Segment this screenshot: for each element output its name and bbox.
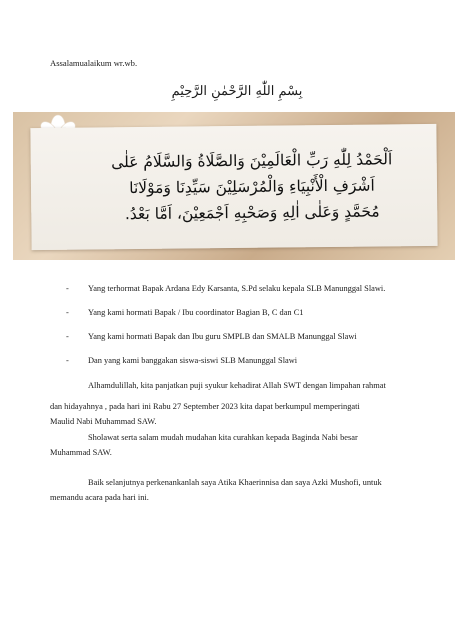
list-item-text: Yang kami hormati Bapak dan Ibu guru SMPLB dan SMALB Manunggal Slawi [88,332,357,341]
list-dash: - [66,332,69,341]
basmalah: بِسْمِ اللّٰهِ الرَّحْمٰنِ الرَّحِيْمِ [171,84,303,99]
arabic-line-1: اَلْحَمْدُ لِلّٰهِ رَبِّ الْعَالَمِيْنَ وَالصَّلَاةُ وَالسَّلَامُ عَلٰى [111,150,393,172]
list-dash: - [66,284,69,293]
paragraph-2-line-2: Muhammad SAW. [50,448,112,457]
arabic-line-3: مُحَمَّدٍ وَعَلٰى اٰلِهِ وَصَحْبِهِ اَجْمَعِيْنَ، اَمَّا بَعْدُ. [124,202,380,224]
list-dash: - [66,308,69,317]
paragraph-1-line-3: Maulid Nabi Muhammad SAW. [50,417,157,426]
arabic-banner [13,112,455,260]
paragraph-3-line-1: Baik selanjutnya perkenankanlah saya Atika Khaerinnisa dan saya Azki Mushofi, untuk [88,478,382,487]
arabic-text [59,146,446,228]
paper-card [30,124,437,250]
list-dash: - [66,356,69,365]
list-item-text: Dan yang kami banggakan siswa-siswi SLB Manunggal Slawi [88,356,298,365]
paragraph-1-line-1: Alhamdulillah, kita panjatkan puji syukur kehadirat Allah SWT dengan limpahan rahmat [88,381,386,390]
paragraph-1-line-2: dan hidayahnya , pada hari ini Rabu 27 September 2023 kita dapat berkumpul memperingati [50,402,360,411]
paragraph-2-line-1: Sholawat serta salam mudah mudahan kita curahkan kepada Baginda Nabi besar [88,433,358,442]
list-item-text: Yang kami hormati Bapak / Ibu coordinator Bagian B, C dan C1 [88,308,304,317]
list-item-text: Yang terhormat Bapak Ardana Edy Karsanta, S.Pd selaku kepala SLB Manunggal Slawi. [88,284,386,293]
arabic-line-2: اَشْرَفِ الْأَنْبِيَاءِ وَالْمُرْسَلِيْنَ سَيِّدِنَا وَمَوْلَانَا [129,176,375,198]
paragraph-3-line-2: memandu acara pada hari ini. [50,493,149,502]
greeting: Assalamualaikum wr.wb. [50,58,138,68]
